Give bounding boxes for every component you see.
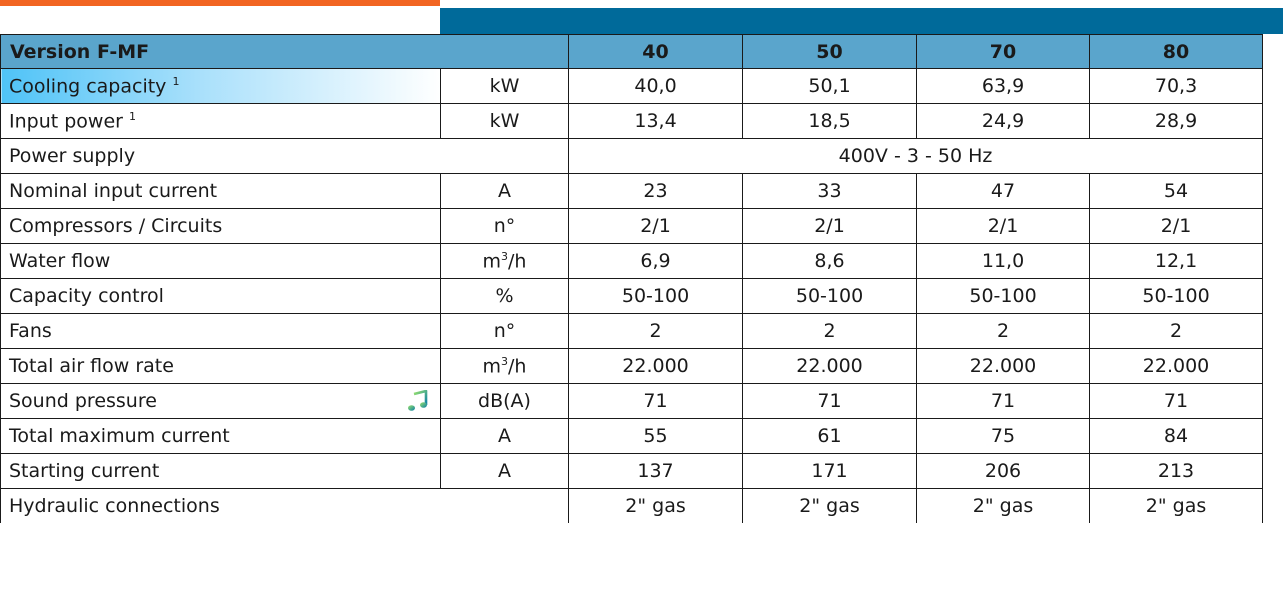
unit-cell: $m^3/h$ <box>441 349 569 384</box>
unit-cell: dB(A) <box>441 384 569 419</box>
value-cell: 40,0 <box>569 69 743 104</box>
value-cell: 137 <box>569 454 743 489</box>
row-label-total-max-current: Total maximum current <box>1 419 441 454</box>
value-cell: 63,9 <box>917 69 1090 104</box>
unit-cell: n° <box>441 314 569 349</box>
table-row <box>1 419 1263 454</box>
value-cell: 2" gas <box>1090 489 1263 524</box>
footnote-marker: 1 <box>129 109 137 123</box>
table-row <box>1 174 1263 209</box>
table-row <box>1 314 1263 349</box>
specification-table <box>0 34 1263 523</box>
row-label-fans: Fans <box>1 314 441 349</box>
value-cell: 28,9 <box>1090 104 1263 139</box>
unit-cell: % <box>441 279 569 314</box>
row-label-hydraulic-connections: Hydraulic connections <box>1 489 569 524</box>
value-cell: 70,3 <box>1090 69 1263 104</box>
value-cell: 33 <box>743 174 917 209</box>
value-cell: 22.000 <box>1090 349 1263 384</box>
value-cell: 206 <box>917 454 1090 489</box>
value-cell: 2 <box>917 314 1090 349</box>
row-label-nominal-input-current: Nominal input current <box>1 174 441 209</box>
table-row <box>1 349 1263 384</box>
value-cell: 50-100 <box>743 279 917 314</box>
value-cell: 11,0 <box>917 244 1090 279</box>
value-cell: 55 <box>569 419 743 454</box>
table-row <box>1 104 1263 139</box>
footnote-marker: 1 <box>172 74 180 88</box>
value-cell: 2 <box>743 314 917 349</box>
table-row <box>1 489 1263 524</box>
value-cell: 22.000 <box>569 349 743 384</box>
value-cell: 50-100 <box>1090 279 1263 314</box>
value-cell: 50,1 <box>743 69 917 104</box>
value-cell: 2 <box>569 314 743 349</box>
music-note-icon[interactable] <box>407 390 429 412</box>
value-cell: 71 <box>569 384 743 419</box>
value-cell: 2" gas <box>917 489 1090 524</box>
value-cell: 61 <box>743 419 917 454</box>
unit-cell: n° <box>441 209 569 244</box>
row-label-total-air-flow: Total air flow rate <box>1 349 441 384</box>
table-header-row <box>1 35 1263 69</box>
row-label-compressors-circuits: Compressors / Circuits <box>1 209 441 244</box>
value-cell: 2/1 <box>743 209 917 244</box>
unit-cell: A <box>441 174 569 209</box>
value-cell: 2" gas <box>569 489 743 524</box>
model-header-70: 70 <box>917 35 1090 69</box>
row-label-cooling-capacity: Cooling capacity $^1$ <box>1 69 441 104</box>
model-header-80: 80 <box>1090 35 1263 69</box>
value-cell: 47 <box>917 174 1090 209</box>
value-cell: 2" gas <box>743 489 917 524</box>
unit-cell: A <box>441 419 569 454</box>
value-cell: 13,4 <box>569 104 743 139</box>
row-label-capacity-control: Capacity control <box>1 279 441 314</box>
value-cell: 2/1 <box>569 209 743 244</box>
value-cell: 84 <box>1090 419 1263 454</box>
value-cell: 75 <box>917 419 1090 454</box>
value-cell: 71 <box>743 384 917 419</box>
value-cell: 12,1 <box>1090 244 1263 279</box>
value-cell: 171 <box>743 454 917 489</box>
value-cell: 71 <box>917 384 1090 419</box>
value-cell: 71 <box>1090 384 1263 419</box>
unit-cell: A <box>441 454 569 489</box>
row-label-input-power: Input power $^1$ <box>1 104 441 139</box>
table-row <box>1 139 1263 174</box>
unit-cell: $m^3/h$ <box>441 244 569 279</box>
table-row <box>1 244 1263 279</box>
value-cell: 2/1 <box>917 209 1090 244</box>
value-cell: 50-100 <box>917 279 1090 314</box>
version-header: Version F-MF <box>1 35 569 69</box>
value-cell: 8,6 <box>743 244 917 279</box>
value-cell: 24,9 <box>917 104 1090 139</box>
value-cell: 54 <box>1090 174 1263 209</box>
value-cell: 18,5 <box>743 104 917 139</box>
value-cell: 23 <box>569 174 743 209</box>
table-row <box>1 69 1263 104</box>
table-row <box>1 279 1263 314</box>
row-label-starting-current: Starting current <box>1 454 441 489</box>
value-cell: 22.000 <box>917 349 1090 384</box>
row-label-power-supply: Power supply <box>1 139 569 174</box>
unit-cell: kW <box>441 104 569 139</box>
table-row <box>1 209 1263 244</box>
top-accent-bar <box>0 0 440 6</box>
row-label-water-flow: Water flow <box>1 244 441 279</box>
row-label-sound-pressure: Sound pressure <box>1 384 441 419</box>
table-row <box>1 384 1263 419</box>
value-cell: 213 <box>1090 454 1263 489</box>
value-cell: 2 <box>1090 314 1263 349</box>
value-cell: 6,9 <box>569 244 743 279</box>
table-row <box>1 454 1263 489</box>
model-header-40: 40 <box>569 35 743 69</box>
unit-cell: kW <box>441 69 569 104</box>
value-cell: 50-100 <box>569 279 743 314</box>
value-cell: 22.000 <box>743 349 917 384</box>
top-band-bar <box>440 8 1283 34</box>
value-cell: 2/1 <box>1090 209 1263 244</box>
value-cell-power-supply: 400V - 3 - 50 Hz <box>569 139 1263 174</box>
model-header-50: 50 <box>743 35 917 69</box>
